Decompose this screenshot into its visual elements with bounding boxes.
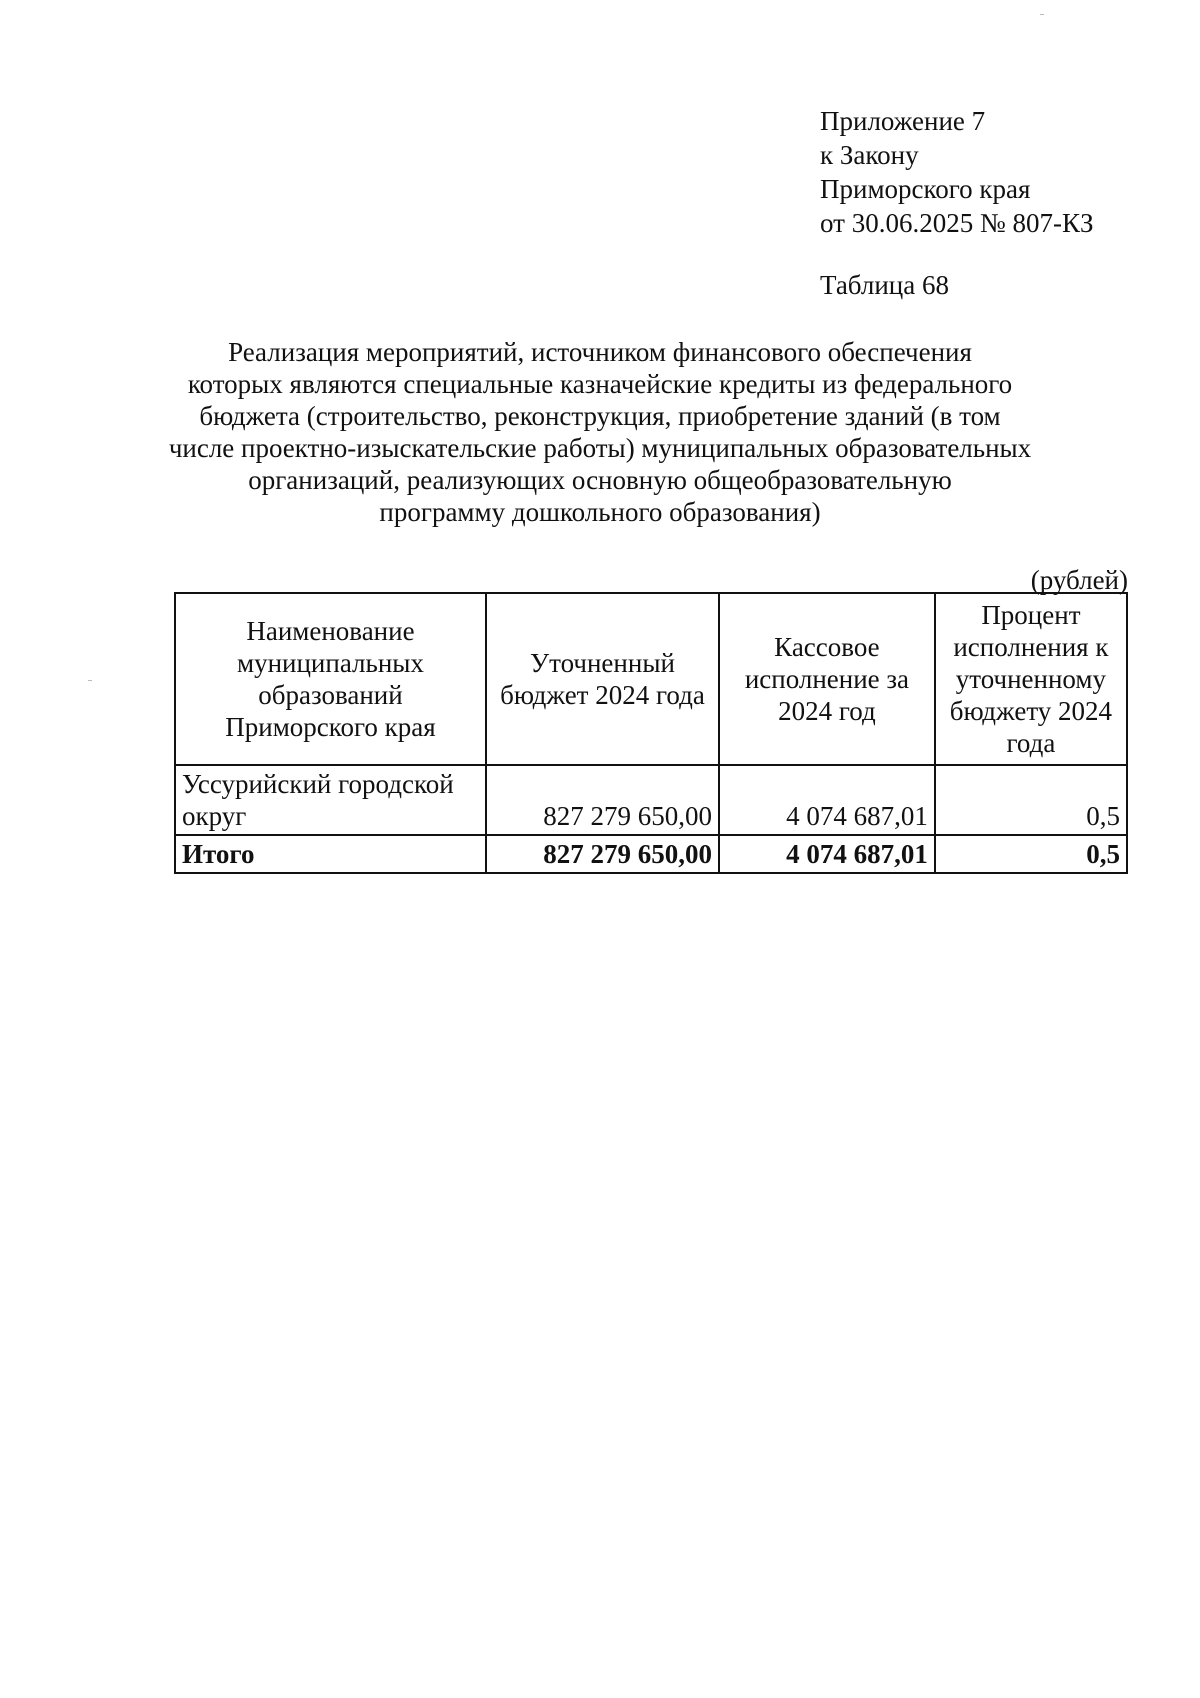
scan-artifact [1040,14,1044,15]
appendix-block [820,104,1093,240]
cell-execution: 4 074 687,01 [719,765,935,835]
title-line: Реализация мероприятий, источником финансового обеспечения [228,337,972,367]
cell-percent: 0,5 [935,765,1127,835]
total-label: Итого [175,835,486,873]
title-line: которых являются специальные казначейские кредиты из федерального [187,369,1013,399]
header-municipality: Наименование муниципальных образований Приморского края [175,593,486,765]
title-line: числе проектно-изыскательские работы) муниципальных образовательных [168,433,1032,463]
cell-municipality: Уссурийский городской округ [175,765,486,835]
document-title [150,336,1050,528]
title-line: бюджета (строительство, реконструкция, приобретение зданий (в том [199,401,1001,431]
scan-artifact [88,680,92,681]
total-budget: 827 279 650,00 [486,835,719,873]
appendix-line-2: к Закону [820,140,919,170]
appendix-line-4: от 30.06.2025 № 807-КЗ [820,208,1094,238]
header-budget: Уточненный бюджет 2024 года [486,593,719,765]
budget-table [174,592,1128,874]
table-header-row [175,593,1127,765]
cell-budget: 827 279 650,00 [486,765,719,835]
appendix-line-1: Приложение 7 [820,106,986,136]
appendix-line-3: Приморского края [820,174,1031,204]
total-percent: 0,5 [935,835,1127,873]
header-percent: Процент исполнения к уточненному бюджету 2024 года [935,593,1127,765]
title-line: организаций, реализующих основную общеобразовательную [248,465,952,495]
table-total-row [175,835,1127,873]
units-label: (рублей) [1030,565,1128,595]
header-execution: Кассовое исполнение за 2024 год [719,593,935,765]
title-line: программу дошкольного образования) [379,497,821,527]
table-number: Таблица 68 [820,270,949,300]
total-execution: 4 074 687,01 [719,835,935,873]
table-row [175,765,1127,835]
